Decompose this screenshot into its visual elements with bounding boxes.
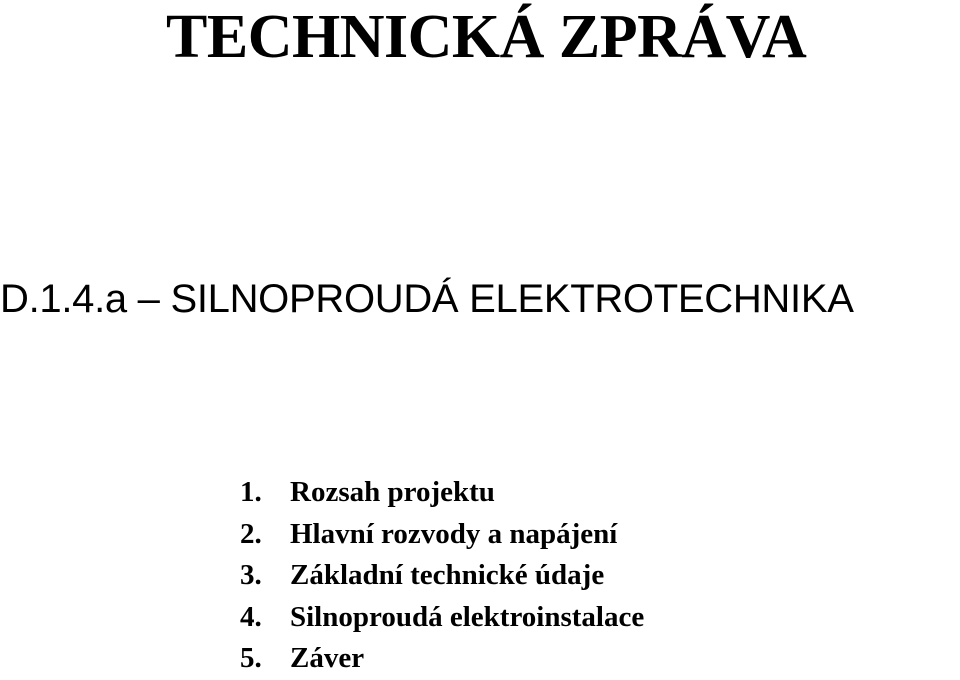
- document-subtitle: D.1.4.a – SILNOPROUDÁ ELEKTROTECHNIKA: [0, 277, 854, 321]
- toc-item-label: Silnoproudá elektroinstalace: [290, 600, 645, 633]
- toc-item-label: Základní technické údaje: [290, 559, 605, 591]
- table-of-contents: [240, 472, 644, 680]
- document-title: TECHNICKÁ ZPRÁVA: [166, 3, 807, 71]
- toc-item-number: 2.: [240, 517, 262, 550]
- toc-item: [240, 514, 644, 556]
- toc-item-label: Záver: [290, 642, 365, 674]
- toc-item: [240, 555, 644, 597]
- toc-item: [240, 597, 644, 639]
- toc-item-label: Rozsah projektu: [290, 476, 495, 508]
- toc-item-number: 4.: [240, 600, 262, 633]
- toc-item-label: Hlavní rozvody a napájení: [290, 517, 618, 550]
- toc-item-number: 3.: [240, 559, 262, 591]
- toc-item-number: 1.: [240, 476, 262, 508]
- toc-item: [240, 472, 644, 514]
- toc-item-number: 5.: [240, 642, 262, 674]
- toc-item: [240, 638, 644, 680]
